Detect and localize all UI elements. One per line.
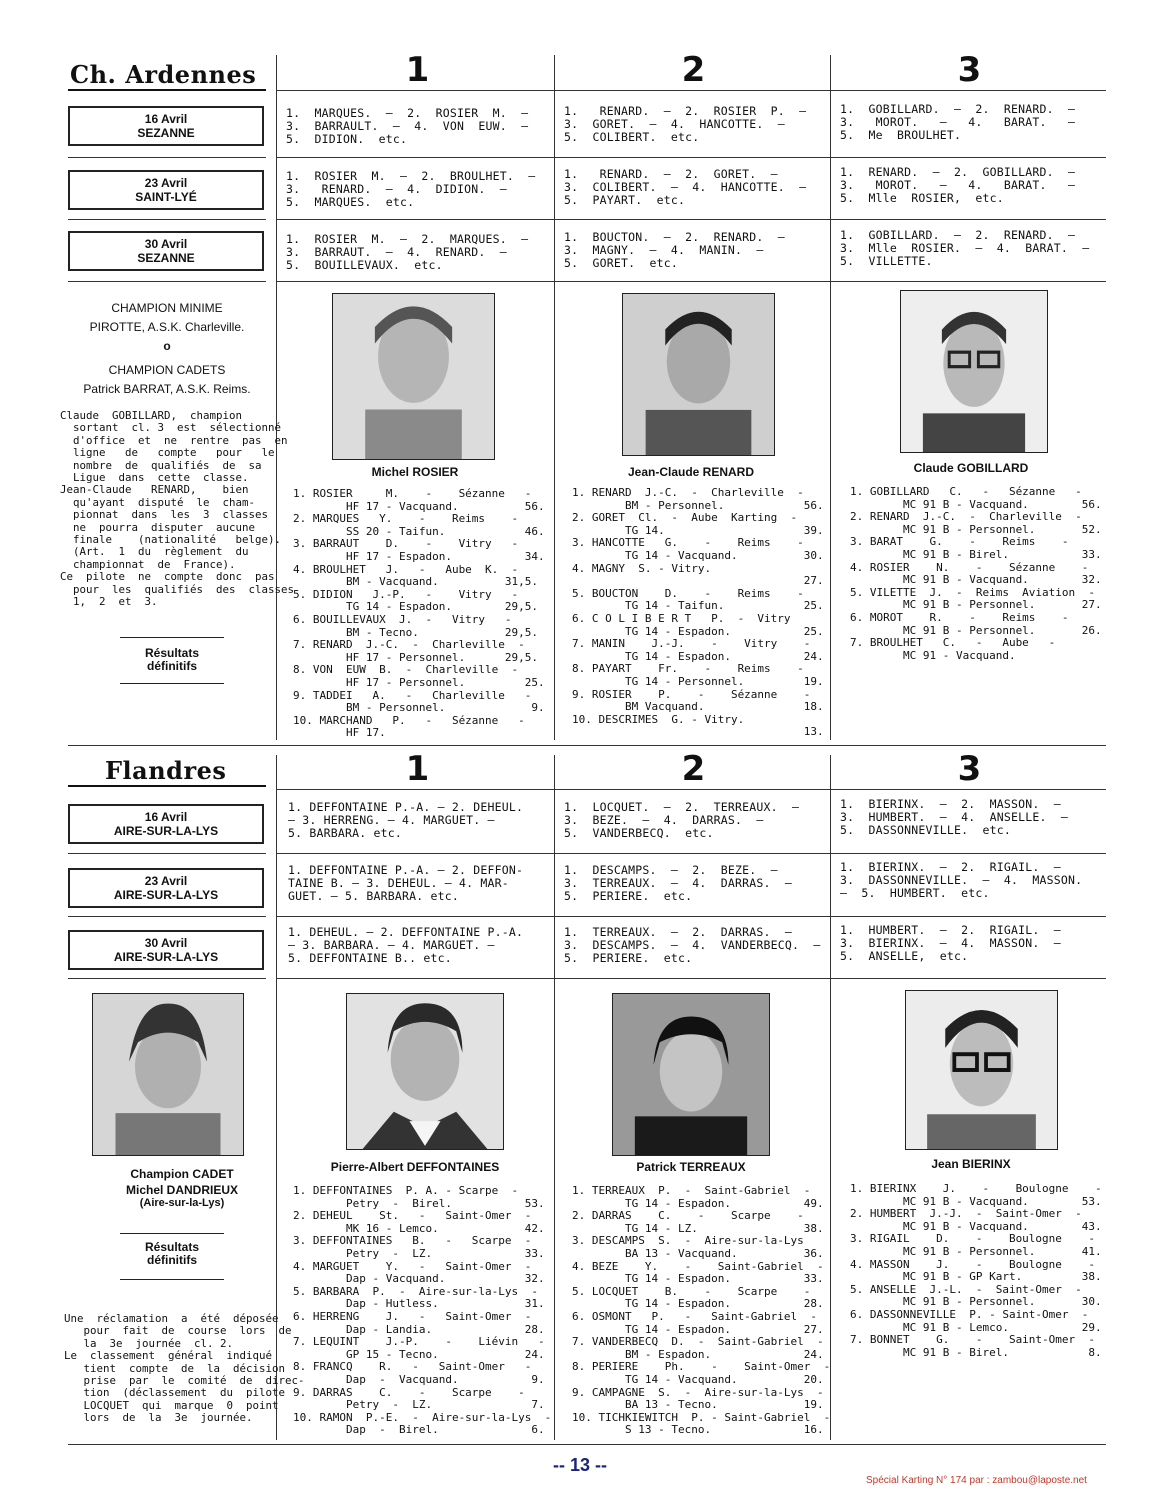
photo-caption: Michel ROSIER: [371, 465, 459, 479]
race-date: 23 Avril: [144, 874, 188, 888]
champion-cadets: Patrick BARRAT, A.S.K. Reims.: [83, 382, 251, 396]
footer-credit: Spécial Karting N° 174 par : zambou@laposte.net: [866, 1475, 1087, 1486]
race-result: 1. TERREAUX. — 2. DARRAS. — 3. DESCAMPS. — 4. VANDERBECQ. — 5. PERIERE. etc.: [564, 925, 821, 965]
race-result: 1. DEFFONTAINE P.-A. — 2. DEHEUL. — 3. HERRENG. — 4. MARGUET. — 5. BARBARA. etc.: [288, 800, 524, 840]
champion-cadet-club: (Aire-sur-la-Lys): [139, 1197, 225, 1209]
champion-cadet-caption: Champion CADET: [130, 1167, 234, 1181]
race-date-box: [68, 804, 264, 844]
race-place: SEZANNE: [137, 126, 195, 140]
column-header-3: 3: [957, 749, 982, 789]
champion-minime-heading: CHAMPION MINIME: [111, 301, 223, 315]
race-result: 1. HUMBERT. — 2. RIGAIL. — 3. BIERINX. — 4. MASSON. — 5. ANSELLE, etc.: [840, 923, 1061, 963]
side-note: Claude GOBILLARD, champion sortant cl. 3 est sélectionné d'office et ne rentre pas en ligne de compte pour le nombre de qualifiés de sa Ligue dans cette classe. Jean-Claude RENARD, bien qu'ayant disputé le cham- pionnat dans les 3 classes ne pourra disputer aucune finale (nationalité belge). (Art. 1 du règlement du championnat de France). Ce pilote ne compte donc pas pour les qualifiés des classes 1, 2 et 3.: [60, 409, 295, 609]
definitive-results-label: [120, 1233, 224, 1281]
race-result: 1. MARQUES. — 2. ROSIER M. — 3. BARRAULT. — 4. VON EUW. — 5. DIDION. etc.: [286, 106, 529, 146]
final-standings: 1. GOBILLARD C. - Sézanne - MC 91 B - Vacquand. 56. 2. RENARD J.-C. - Charleville - MC 91 B - Personnel. 52. 3. BARAT G. - Reims - MC 91 B - Birel. 33. 4. ROSIER N. - Sézanne - MC 91 B - Vacquand. 32. 5. VILETTE J. - Reims Aviation - MC 91 B - Personnel. 27. 6. MOROT R. - Reims - MC 91 B - Personnel. 26. 7. BROULHET C. - Aube - MC 91 - Vacquand.: [850, 485, 1102, 662]
final-standings: 1. DEFFONTAINES P. A. - Scarpe - Petry - Birel. 53. 2. DEHEUL St. - Saint-Omer - MK 16 - Lemco. 42. 3. DEFFONTAINES B. - Scarpe - Petry - LZ. 33. 4. MARGUET Y. - Saint-Omer - Dap - Vacquand. 32. 5. BARBARA P. - Aire-sur-la-Lys - Dap - Hutless. 31. 6. HERRENG J. - Saint-Omer - Dap - Landia. 28. 7. LEQUINT J.-P. - Liévin - GP 15 - Tecno. 24. 8. FRANCQ R. - Saint-Omer - Dap - Vacquand. 9. 9. DARRAS C. - Scarpe - Petry - LZ. 7. 10. RAMON P.-E. - Aire-sur-la-Lys - Dap - Birel. 6.: [293, 1184, 552, 1437]
column-header-3: 3: [957, 50, 982, 90]
race-date: 30 Avril: [144, 237, 188, 251]
race-result: 1. RENARD. — 2. GOBILLARD. — 3. MOROT. — 4. BARAT. — 5. Mlle ROSIER, etc.: [840, 165, 1076, 205]
final-standings: 1. TERREAUX P. - Saint-Gabriel - TG 14 - Espadon. 49. 2. DARRAS C. - Scarpe - TG 14 - LZ. 38. 3. DESCAMPS S. - Aire-sur-la-Lys BA 13 - Vacquand. 36. 4. BEZE Y. - Saint-Gabriel - TG 14 - Espadon. 33. 5. LOCQUET B. - Scarpe - TG 14 - Espadon. 28. 6. OSMONT P. - Saint-Gabriel - TG 14 - Espadon. 27. 7. VANDERBECQ D. - Saint-Gabriel - BM - Espadon. 24. 8. PERIERE Ph. - Saint-Omer - TG 14 - Vacquand. 20. 9. CAMPAGNE S. - Aire-sur-la-Lys - BA 13 - Tecno. 19. 10. TICHKIEWITCH P. - Saint-Gabriel - S 13 - Tecno. 16.: [572, 1184, 831, 1437]
race-date-box: [68, 231, 264, 271]
separator-mark: o: [163, 339, 171, 353]
race-place: SEZANNE: [137, 251, 195, 265]
race-result: 1. DEHEUL. — 2. DEFFONTAINE P.-A. — 3. BARBARA. — 4. MARGUET. — 5. DEFFONTAINE B.. etc.: [288, 925, 524, 965]
final-standings: 1. RENARD J.-C. - Charleville - BM - Personnel. 56. 2. GORET Cl. - Aube Karting - TG 14. 39. 3. HANCOTTE G. - Reims - TG 14 - Vacquand. 30. 4. MAGNY S. - Vitry. 27. 5. BOUCTON D. - Reims - TG 14 - Taifun. 25. 6. C O L I B E R T P. - Vitry TG 14 - Espadon. 25. 7. MANIN J.-J. - Vitry - TG 14 - Espadon. 24. 8. PAYART Fr. - Reims - TG 14 - Personnel. 19. 9. ROSIER P. - Sézanne - BM Vacquand. 18. 10. DESCRIMES G. - Vitry. 13.: [572, 486, 824, 739]
portrait-photo: [332, 293, 495, 460]
column-header-2: 2: [681, 749, 706, 789]
race-date-box: [68, 106, 264, 146]
column-header-1: 1: [405, 749, 430, 789]
race-result: 1. GOBILLARD. — 2. RENARD. — 3. Mlle ROSIER. — 4. BARAT. — 5. VILLETTE.: [840, 228, 1090, 268]
champion-cadet-name: Michel DANDRIEUX: [125, 1183, 238, 1197]
champion-minime: PIROTTE, A.S.K. Charleville.: [89, 320, 245, 334]
race-result: 1. DEFFONTAINE P.-A. — 2. DEFFON- TAINE B. — 3. DEHEUL. — 4. MAR- GUET. — 5. BARBARA. etc.: [288, 863, 524, 903]
race-result: 1. RENARD. — 2. ROSIER P. — 3. GORET. — 4. HANCOTTE. — 5. COLIBERT. etc.: [564, 104, 807, 144]
definitive-results-text: Résultats définitifs: [144, 646, 200, 673]
portrait-photo: [900, 290, 1048, 453]
page-number: -- 13 --: [553, 1455, 607, 1475]
race-date: 16 Avril: [144, 112, 188, 126]
race-result: 1. BIERINX. — 2. RIGAIL. — 3. DASSONNEVILLE. — 4. MASSON. — 5. HUMBERT. etc.: [840, 860, 1083, 900]
portrait-photo: [612, 993, 770, 1156]
photo-caption: Claude GOBILLARD: [913, 461, 1029, 475]
race-date: 23 Avril: [144, 176, 188, 190]
photo-caption: Jean BIERINX: [931, 1157, 1011, 1171]
photo-caption: Pierre-Albert DEFFONTAINES: [330, 1160, 500, 1174]
race-result: 1. BIERINX. — 2. MASSON. — 3. HUMBERT. — 4. ANSELLE. — 5. DASSONNEVILLE. etc.: [840, 797, 1068, 837]
race-place: AIRE-SUR-LA-LYS: [113, 888, 219, 902]
race-result: 1. ROSIER M. — 2. BROULHET. — 3. RENARD. — 4. DIDION. — 5. MARQUES. etc.: [286, 169, 536, 209]
race-date-box: [68, 930, 264, 970]
portrait-photo: [905, 990, 1058, 1150]
portrait-photo: [622, 293, 775, 456]
race-date: 30 Avril: [144, 936, 188, 950]
champion-cadets-heading: CHAMPION CADETS: [108, 363, 226, 377]
race-result: 1. LOCQUET. — 2. TERREAUX. — 3. BEZE. — 4. DARRAS. — 5. VANDERBECQ. etc.: [564, 800, 800, 840]
final-standings: 1. ROSIER M. - Sézanne - HF 17 - Vacquand. 56. 2. MARQUES Y. - Reims - SS 20 - Taifun. 46. 3. BARRAUT D. - Vitry - HF 17 - Espadon. 34. 4. BROULHET J. - Aube K. - BM - Vacquand. 31,5. 5. DIDION J.-P. - Vitry - TG 14 - Espadon. 29,5. 6. BOUILLEVAUX J. - Vitry - BM - Tecno. 29,5. 7. RENARD J.-C. - Charleville - HF 17 - Personnel. 29,5. 8. VON EUW B. - Charleville - HF 17 - Personnel. 25. 9. TADDEI A. - Charleville - BM - Personnel. 9. 10. MARCHAND P. - Sézanne - HF 17.: [293, 487, 545, 740]
race-result: 1. ROSIER M. — 2. MARQUES. — 3. BARRAUT. — 4. RENARD. — 5. BOUILLEVAUX. etc.: [286, 232, 529, 272]
photo-caption: Patrick TERREAUX: [636, 1160, 746, 1174]
race-place: SAINT-LYÉ: [135, 190, 197, 204]
race-place: AIRE-SUR-LA-LYS: [113, 950, 219, 964]
race-date: 16 Avril: [144, 810, 188, 824]
race-date-box: [68, 170, 264, 210]
race-result: 1. GOBILLARD. — 2. RENARD. — 3. MOROT. — 4. BARAT. — 5. Me BROULHET.: [840, 102, 1076, 142]
column-header-1: 1: [405, 50, 430, 90]
final-standings: 1. BIERINX J. - Boulogne - MC 91 B - Vacquand. 53. 2. HUMBERT J.-J. - Saint-Omer - MC 91 B - Vacquand. 43. 3. RIGAIL D. - Boulogne - MC 91 B - Personnel. 41. 4. MASSON J. - Boulogne - MC 91 B - GP Kart. 38. 5. ANSELLE J.-L. - Saint-Omer - MC 91 B - Personnel. 30. 6. DASSONNEVILLE P. - Saint-Omer - MC 91 B - Lemco. 29. 7. BONNET G. - Saint-Omer - MC 91 B - Birel. 8.: [850, 1182, 1102, 1359]
portrait-photo: [346, 993, 504, 1150]
race-result: 1. BOUCTON. — 2. RENARD. — 3. MAGNY. — 4. MANIN. — 5. GORET. etc.: [564, 230, 785, 270]
race-date-box: [68, 868, 264, 908]
portrait-photo: [92, 993, 244, 1156]
side-note: Une réclamation a été déposée pour fait de course lors de la 3e journée cl. 2. Le classement général indiqué tient compte de la décision prise par le comité de direc- tion (déclassement du pilote LOCQUET qui marque 0 point lors de la 3e journée.: [64, 1312, 305, 1425]
race-result: 1. RENARD. — 2. GORET. — 3. COLIBERT. — 4. HANCOTTE. — 5. PAYART. etc.: [564, 167, 807, 207]
definitive-results-text: Résultats définitifs: [144, 1240, 200, 1267]
section-title-flandres: Flandres: [105, 756, 227, 785]
section-title-ardennes: Ch. Ardennes: [70, 60, 257, 89]
race-result: 1. DESCAMPS. — 2. BEZE. — 3. TERREAUX. — 4. DARRAS. — 5. PERIERE. etc.: [564, 863, 792, 903]
photo-caption: Jean-Claude RENARD: [627, 465, 755, 479]
race-place: AIRE-SUR-LA-LYS: [113, 824, 219, 838]
definitive-results-label: [120, 637, 224, 685]
column-header-2: 2: [681, 50, 706, 90]
